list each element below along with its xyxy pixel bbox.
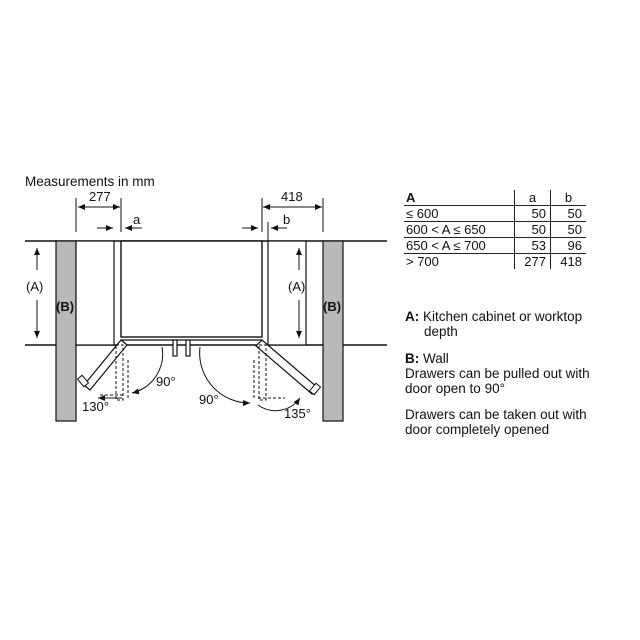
table-cell: 50	[515, 206, 551, 222]
drawers-taken-line-2: door completely opened	[405, 422, 550, 437]
drawers-pulled-line-2: door open to 90°	[405, 381, 505, 396]
table-cell: 50	[515, 222, 551, 238]
table-header: b	[551, 190, 587, 206]
table-cell: 53	[515, 238, 551, 254]
table-cell: > 700	[406, 254, 439, 269]
legend-a	[405, 309, 582, 339]
table-cell: 418	[551, 254, 587, 270]
table-cell: 96	[551, 238, 587, 254]
wall-left	[56, 241, 76, 421]
drawers-taken-line-1: Drawers can be taken out with	[405, 407, 587, 422]
left-door	[77, 340, 127, 390]
table-row	[404, 254, 586, 270]
legend-b	[405, 351, 590, 396]
dim-277-label: 277	[89, 189, 111, 204]
table-cell: 600 < A ≤ 650	[404, 222, 515, 238]
table-cell: 650 < A ≤ 700	[404, 238, 515, 254]
table-row	[404, 222, 586, 238]
table-cell: 277	[515, 254, 551, 270]
legend-a-key: A:	[405, 309, 420, 324]
cabinet-left	[76, 241, 114, 345]
table-header: A	[404, 190, 515, 206]
legend-b-text: Wall	[423, 351, 449, 366]
wall-right	[323, 241, 343, 421]
legend-a-text: Kitchen cabinet or worktop	[423, 309, 583, 324]
door-90-outlines	[100, 345, 285, 400]
legend-drawers-taken	[405, 407, 587, 437]
dim-a-label: a	[133, 212, 141, 227]
table-row	[404, 206, 586, 222]
door-handles	[173, 340, 190, 356]
legend-a-text-cont: depth	[424, 324, 458, 339]
label-a-right: (A)	[288, 279, 306, 294]
table-header: a	[515, 190, 551, 206]
angle-90-left-label: 90°	[156, 374, 176, 389]
legend-b-key: B:	[405, 351, 420, 366]
label-a-left: (A)	[26, 279, 44, 294]
table-row	[404, 238, 586, 254]
table-cell: 50	[551, 206, 587, 222]
table-header-row	[404, 190, 586, 206]
measurements-title: Measurements in mm	[25, 174, 155, 189]
angle-130-label: 130°	[82, 399, 109, 414]
angle-135-label: 135°	[284, 406, 311, 421]
appliance-body	[121, 241, 262, 337]
table-cell: 50	[551, 222, 587, 238]
label-b-left: (B)	[56, 299, 75, 314]
table-cell: ≤ 600	[404, 206, 515, 222]
drawers-pulled-line-1: Drawers can be pulled out with	[405, 366, 590, 381]
angle-90-right-label: 90°	[199, 392, 219, 407]
label-b-right: (B)	[323, 299, 342, 314]
spacing-table	[404, 190, 586, 269]
dim-418-label: 418	[281, 189, 303, 204]
dim-b-label: b	[283, 212, 291, 227]
